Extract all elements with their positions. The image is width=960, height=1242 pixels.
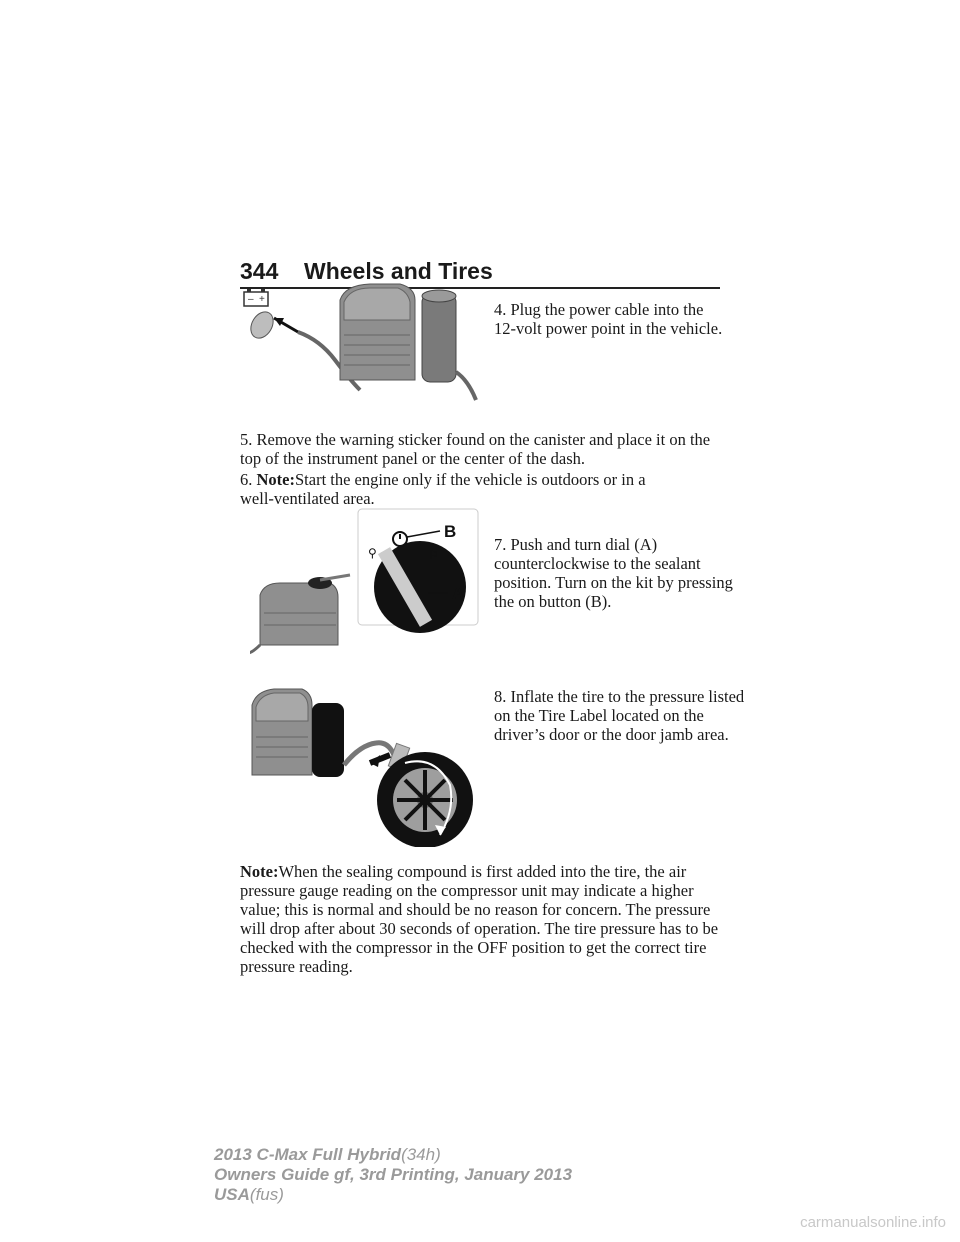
section-title: Wheels and Tires (304, 258, 493, 284)
footer-market: USA (214, 1185, 250, 1204)
note-paragraph (240, 862, 730, 976)
dial-illustration (250, 505, 482, 657)
watermark: carmanualsonline.info (800, 1214, 946, 1231)
step-4-text: 4. Plug the power cable into the 12-volt power point in the vehicle. (494, 300, 723, 338)
power-cable-illustration (240, 280, 480, 405)
step-6-note-text: Start the engine only if the vehicle is outdoors or in a well-ventilated area. (240, 470, 646, 508)
dial-label-b: B (444, 522, 457, 541)
battery-plus-label: + (259, 294, 265, 305)
page-number: 344 (240, 258, 279, 284)
step-6-note-label: Note: (256, 470, 295, 489)
footer-model-code: (34h) (401, 1145, 441, 1164)
svg-text:⚲: ⚲ (368, 546, 377, 560)
footer (214, 1145, 572, 1205)
note-label: Note: (240, 862, 279, 881)
svg-text:⚐: ⚐ (428, 548, 439, 562)
step-6-text (240, 470, 660, 508)
battery-minus-label: – (248, 294, 254, 305)
footer-model: 2013 C-Max Full Hybrid (214, 1145, 402, 1164)
footer-market-code: (fus) (249, 1185, 284, 1204)
footer-line-2: Owners Guide gf, 3rd Printing, January 2013 (214, 1165, 573, 1184)
step-5-text: 5. Remove the warning sticker found on the canister and place it on the top of the instrument panel or the center of the dash. (240, 430, 711, 468)
dial-label-a: A (452, 584, 465, 603)
footer-line-3 (214, 1185, 572, 1205)
tire-inflation-illustration (250, 685, 480, 847)
step-8-text: 8. Inflate the tire to the pressure listed on the Tire Label located on the driver’s door or the door jamb area. (494, 687, 745, 744)
step-7-text: 7. Push and turn dial (A) counterclockwise to the sealant position. Turn on the kit by pressing the on button (B). (494, 535, 733, 611)
step-6-number: 6. (240, 470, 257, 489)
note-text: When the sealing compound is first added into the tire, the air pressure gauge reading on the compressor unit may indicate a higher value; this is normal and should be no reason for concern. The pressure will drop after about 30 seconds of operation. The tire pressure has to be checked with the compressor in the OFF position to get the correct tire pressure reading. (240, 862, 719, 976)
footer-line-1 (214, 1145, 572, 1165)
